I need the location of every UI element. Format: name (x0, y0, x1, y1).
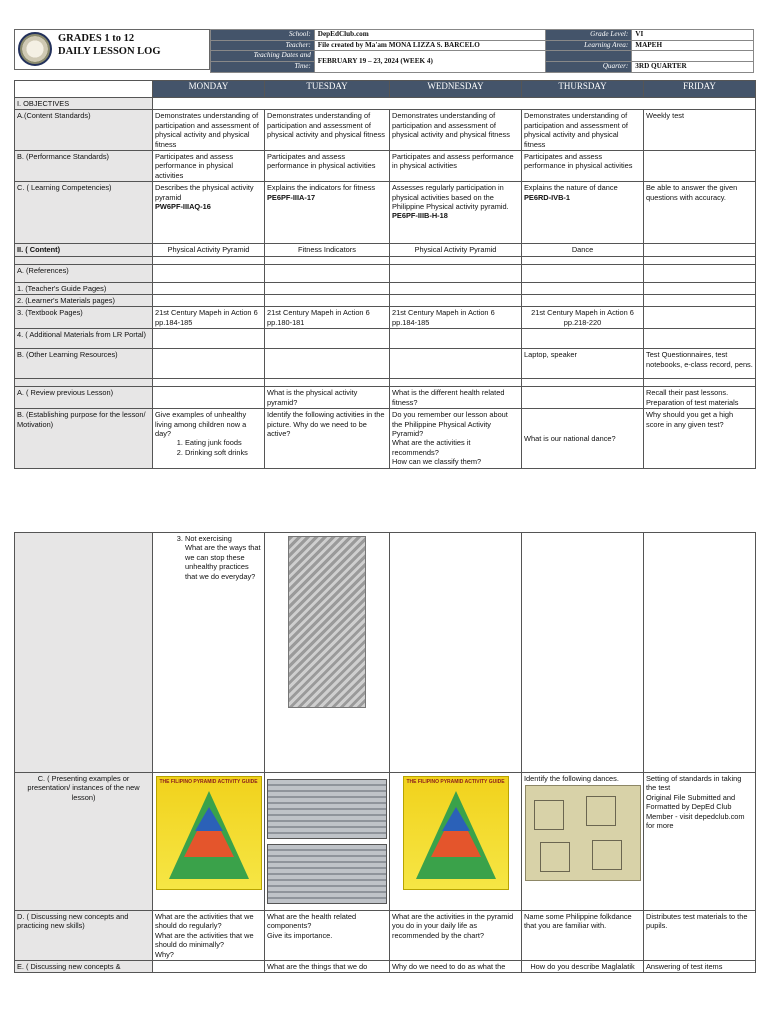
content-mon: Physical Activity Pyramid (153, 244, 265, 256)
lesson-table-page-2 (14, 532, 756, 973)
content-wed: Physical Activity Pyramid (390, 244, 522, 256)
lc-thu-text: Explains the nature of dance (524, 183, 618, 193)
rv-tue: What is the physical activity pyramid? (265, 387, 390, 409)
pr-tue (265, 773, 390, 911)
row-purpose (15, 409, 756, 469)
activities-picture (288, 536, 366, 708)
row-references (15, 264, 756, 282)
tb-fri (644, 307, 756, 329)
content-fri (644, 244, 756, 256)
teacher-label: Teacher: (211, 40, 315, 51)
lc-mon-text: Describes the physical activity pyramid (155, 183, 254, 202)
de-wed: Why do we need to do as what the (390, 961, 522, 973)
pr-thu (522, 773, 644, 911)
pp-wed-3: How can we classify them? (392, 457, 482, 467)
pyramid-title-mon: THE FILIPINO PYRAMID ACTIVITY GUIDE (159, 779, 258, 785)
pc-mon (153, 533, 265, 773)
row-discussing-d (15, 911, 756, 961)
label-content-standards: A.(Content Standards) (15, 110, 153, 151)
lc-thu (522, 182, 644, 244)
lc-wed-text: Assesses regularly participation in physical activities based on the Philippine Physical activity pyramid. (392, 183, 509, 212)
or-fri: Test Questionnaires, test notebooks, e-class record, pens. (644, 349, 756, 379)
ps-thu: Participates and assess performance in physical activities (522, 151, 644, 182)
row-presenting (15, 773, 756, 911)
row-teachers-guide (15, 282, 756, 294)
label-discussing-d: D. ( Discussing new concepts and practicing new skills) (15, 911, 153, 961)
rv-wed: What is the different health related fitness? (390, 387, 522, 409)
cs-tue: Demonstrates understanding of participation and assessment of physical activity and physical fitness (265, 110, 390, 151)
pc-mon-more: What are the ways that we can stop these unhealthy practices that we do everyday? (185, 543, 261, 581)
pp-mon-list (155, 438, 262, 457)
lc-fri: Be able to answer the given questions with accuracy. (644, 182, 756, 244)
content-tue: Fitness Indicators (265, 244, 390, 256)
pc-mon-list (155, 534, 262, 581)
deped-seal-icon (18, 32, 52, 66)
dd-mon-1: What are the activities that we should do regularly? (155, 912, 254, 931)
pc-tue (265, 533, 390, 773)
label-references: A. (References) (15, 264, 153, 282)
row-objectives (15, 98, 756, 110)
cs-thu: Demonstrates understanding of participation and assessment of physical activity and physical fitness (522, 110, 644, 151)
pr-thu-text: Identify the following dances. (524, 774, 619, 783)
label-performance-standards: B. (Performance Standards) (15, 151, 153, 182)
lc-tue-text: Explains the indicators for fitness (267, 183, 376, 193)
row-textbook (15, 307, 756, 329)
label-textbook: 3. (Textbook Pages) (15, 307, 153, 329)
label-purpose: B. (Establishing purpose for the lesson/ Motivation) (15, 409, 153, 469)
title (58, 32, 161, 58)
pp-wed-2: What are the activities it recommends? (392, 438, 471, 457)
label-other-resources: B. (Other Learning Resources) (15, 349, 153, 379)
pp-tue: Identify the following activities in the picture. Why do we need to be active? (265, 409, 390, 469)
pc-mon-item-3 (185, 534, 262, 581)
lc-tue-code: PE6PF-IIIA-17 (267, 192, 316, 202)
objectives-span (153, 98, 756, 110)
lesson-table-page-1 (14, 80, 756, 469)
pp-mon-item-2: 2. Drinking soft drinks (185, 448, 262, 457)
label-discussing-e: E. ( Discussing new concepts & (15, 961, 153, 973)
dates-label-2: Time: (211, 62, 315, 73)
learning-area-value: MAPEH (632, 40, 754, 51)
quarter-value: 3RD QUARTER (632, 62, 754, 73)
content-thu: Dance (522, 244, 644, 256)
school-label: School: (211, 30, 315, 41)
de-fri: Answering of test items (644, 961, 756, 973)
pp-fri: Why should you get a high score in any given test? (644, 409, 756, 469)
pp-mon-item-1: 1. Eating junk foods (185, 438, 262, 447)
rv-fri: Recall their past lessons. Preparation of test materials (644, 387, 756, 409)
corner-cell (15, 81, 153, 98)
row-competencies (15, 182, 756, 244)
dd-tue-2: Give its importance. (267, 930, 333, 940)
dd-mon-3: Why? (155, 949, 174, 959)
de-tue: What are the things that we do (265, 961, 390, 973)
pp-mon-text: Give examples of unhealthy living among children now a day? (155, 410, 247, 438)
pp-mon (153, 409, 265, 469)
ps-mon: Participates and assess performance in physical activities (153, 151, 265, 182)
dd-wed: What are the activities in the pyramid you do in your daily life as recommended by the chart? (390, 911, 522, 961)
day-monday: MONDAY (153, 81, 265, 98)
grade-level-label: Grade Level: (546, 30, 632, 41)
lc-tue (265, 182, 390, 244)
pyramid-image-wed (403, 776, 509, 890)
label-learners-materials: 2. (Learner's Materials pages) (15, 295, 153, 307)
day-header-row (15, 81, 756, 98)
tb-wed: 21st Century Mapeh in Action 6 pp.184-185 (390, 307, 522, 329)
label-purpose-cont (15, 533, 153, 773)
day-friday: FRIDAY (644, 81, 756, 98)
or-thu: Laptop, speaker (522, 349, 644, 379)
dd-fri: Distributes test materials to the pupils. (644, 911, 756, 961)
quarter-label: Quarter: (546, 62, 632, 73)
ps-fri (644, 151, 756, 182)
label-objectives: I. OBJECTIVES (15, 98, 153, 110)
pr-mon (153, 773, 265, 911)
fitness-chart-image-1 (267, 779, 387, 839)
spacer-value (632, 51, 754, 62)
pyramid-image-mon (156, 776, 262, 890)
lc-wed-code: PE6PF-IIIB-H-18 (392, 211, 448, 221)
info-table (210, 29, 754, 73)
row-content-standards (15, 110, 756, 151)
spacer-label (546, 51, 632, 62)
de-thu: How do you describe Maglalatik (522, 961, 644, 973)
row-performance-standards (15, 151, 756, 182)
label-additional: 4. ( Additional Materials from LR Portal) (15, 329, 153, 349)
dances-picture (525, 785, 641, 881)
row-learners-materials (15, 295, 756, 307)
dd-tue-1: What are the health related components? (267, 912, 357, 931)
pr-fri-1: Setting of standards in taking the test (646, 774, 742, 793)
grade-range: GRADES 1 to 12 (58, 33, 135, 44)
header (14, 29, 754, 71)
dd-tue (265, 911, 390, 961)
row-purpose-cont (15, 533, 756, 773)
lc-thu-code: PE6RD-IVB-1 (524, 192, 570, 202)
school-value: DepEdClub.com (314, 30, 546, 41)
pr-wed (390, 773, 522, 911)
lc-mon (153, 182, 265, 244)
learning-area-label: Learning Area: (546, 40, 632, 51)
label-content: II. ( Content) (15, 244, 153, 256)
label-teachers-guide: 1. (Teacher's Guide Pages) (15, 282, 153, 294)
pp-thu: What is our national dance? (522, 409, 644, 469)
row-discussing-e (15, 961, 756, 973)
row-content (15, 244, 756, 256)
dd-mon (153, 911, 265, 961)
lc-mon-code: PW6PF-IIIAQ-16 (155, 202, 211, 212)
lc-wed (390, 182, 522, 244)
dates-value: FEBRUARY 19 – 23, 2024 (WEEK 4) (314, 51, 546, 72)
spacer-row-2 (15, 379, 756, 387)
cs-mon: Demonstrates understanding of participation and assessment of physical activity and physical fitness (153, 110, 265, 151)
dd-thu: Name some Philippine folkdance that you are familiar with. (522, 911, 644, 961)
pc-mon-item-3-text: Not exercising (185, 534, 232, 543)
ps-tue: Participates and assess performance in physical activities (265, 151, 390, 182)
cs-fri: Weekly test (644, 110, 756, 151)
pr-fri-2: Original File Submitted and Formatted by DepEd Club Member - visit depedclub.com for more (646, 792, 745, 831)
tb-tue: 21st Century Mapeh in Action 6 pp.180-181 (265, 307, 390, 329)
spacer-row (15, 256, 756, 264)
pr-fri (644, 773, 756, 911)
pp-wed (390, 409, 522, 469)
log-title: DAILY LESSON LOG (58, 46, 161, 57)
grade-level-value: VI (632, 30, 754, 41)
tb-thu: 21st Century Mapeh in Action 6 pp.218-220 (522, 307, 644, 329)
label-competencies: C. ( Learning Competencies) (15, 182, 153, 244)
row-review (15, 387, 756, 409)
day-wednesday: WEDNESDAY (390, 81, 522, 98)
pp-wed-1: Do you remember our lesson about the Philippine Physical Activity Pyramid? (392, 410, 508, 438)
row-additional (15, 329, 756, 349)
row-other-resources (15, 349, 756, 379)
tb-mon: 21st Century Mapeh in Action 6 pp.184-185 (153, 307, 265, 329)
cs-wed: Demonstrates understanding of participation and assessment of physical activity and physical fitness (390, 110, 522, 151)
fitness-chart-image-2 (267, 844, 387, 904)
day-tuesday: TUESDAY (265, 81, 390, 98)
teacher-value: File created by Ma'am MONA LIZZA S. BARCELO (314, 40, 546, 51)
dd-mon-2: What are the activities that we should do minimally? (155, 930, 254, 950)
ps-wed: Participates and assess performance in physical activities (390, 151, 522, 182)
label-review: A. ( Review previous Lesson) (15, 387, 153, 409)
day-thursday: THURSDAY (522, 81, 644, 98)
pyramid-title-wed: THE FILIPINO PYRAMID ACTIVITY GUIDE (406, 779, 505, 785)
label-presenting: C. ( Presenting examples or presentation/ instances of the new lesson) (15, 773, 153, 911)
dates-label-1: Teaching Dates and (211, 51, 315, 62)
